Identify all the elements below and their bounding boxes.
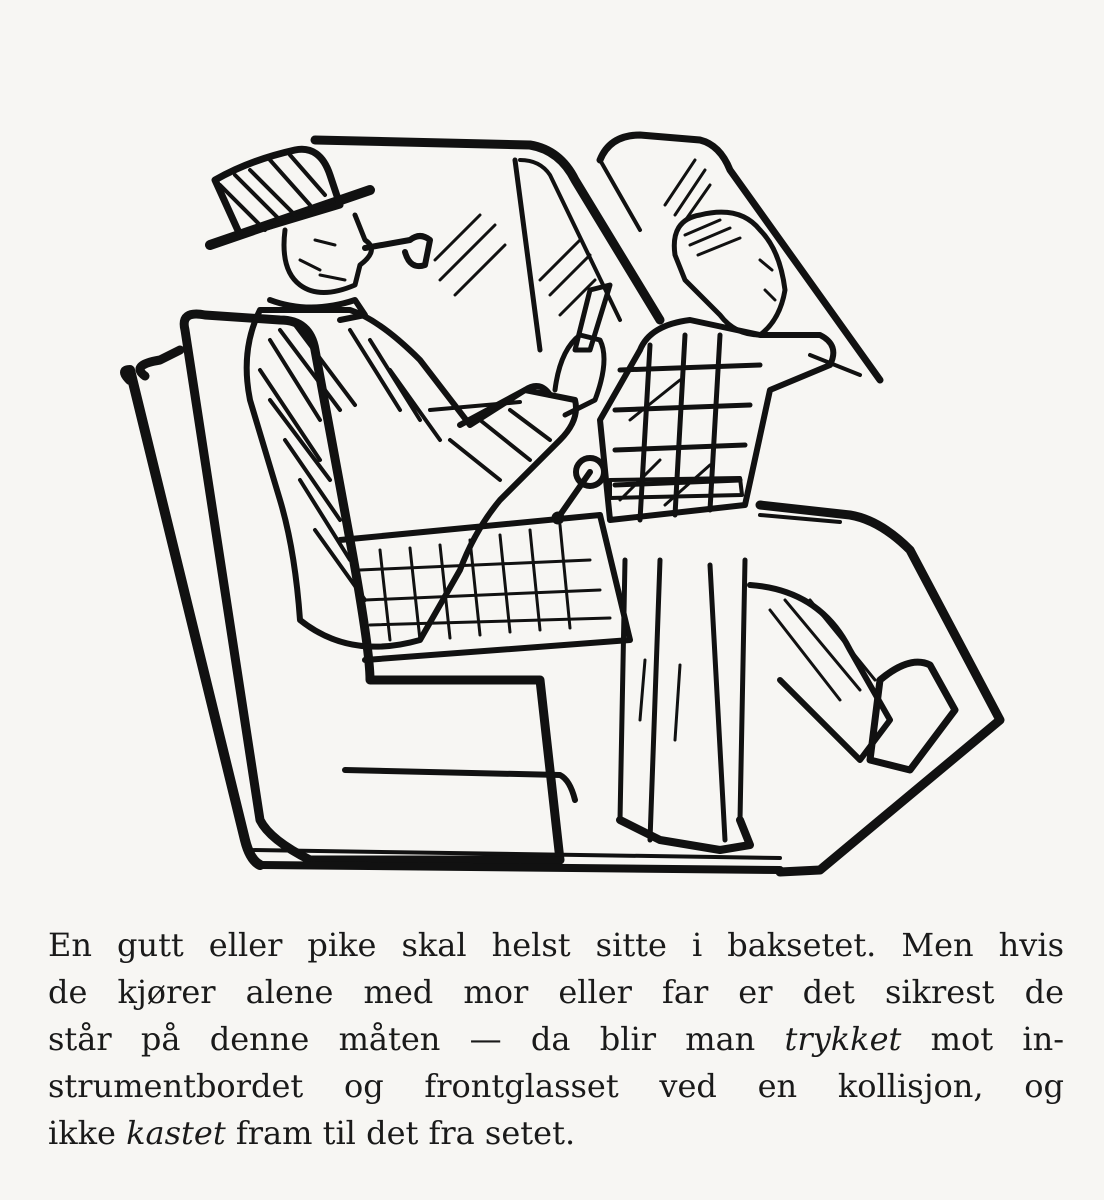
caption-emphasis-kastet: kastet: [126, 1114, 226, 1152]
caption-paragraph: [48, 922, 1064, 1157]
caption-line-4: strumentbordet og frontglasset ved en kollisjon, og: [48, 1067, 1064, 1105]
caption-emphasis-trykket: trykket: [784, 1020, 902, 1058]
caption-line-2: de kjører alene med mor eller far er det sikrest de: [48, 973, 1064, 1011]
caption-line-5: [48, 1110, 1064, 1157]
illustration-father-and-child-in-car: [120, 120, 1020, 890]
caption-line-3-b: mot in-: [901, 1020, 1065, 1058]
caption-line-5-b: fram til det fra setet.: [225, 1114, 576, 1152]
caption-line-5-a: ikke: [48, 1114, 127, 1152]
caption-line-3-a: står på denne måten — da blir man: [48, 1020, 785, 1058]
father-figure: [210, 149, 630, 660]
caption-line-1: En gutt eller pike skal helst sitte i baksetet. Men hvis: [48, 926, 1064, 964]
car-window-frame: [315, 135, 880, 410]
caption-line-3: [48, 1016, 1064, 1063]
